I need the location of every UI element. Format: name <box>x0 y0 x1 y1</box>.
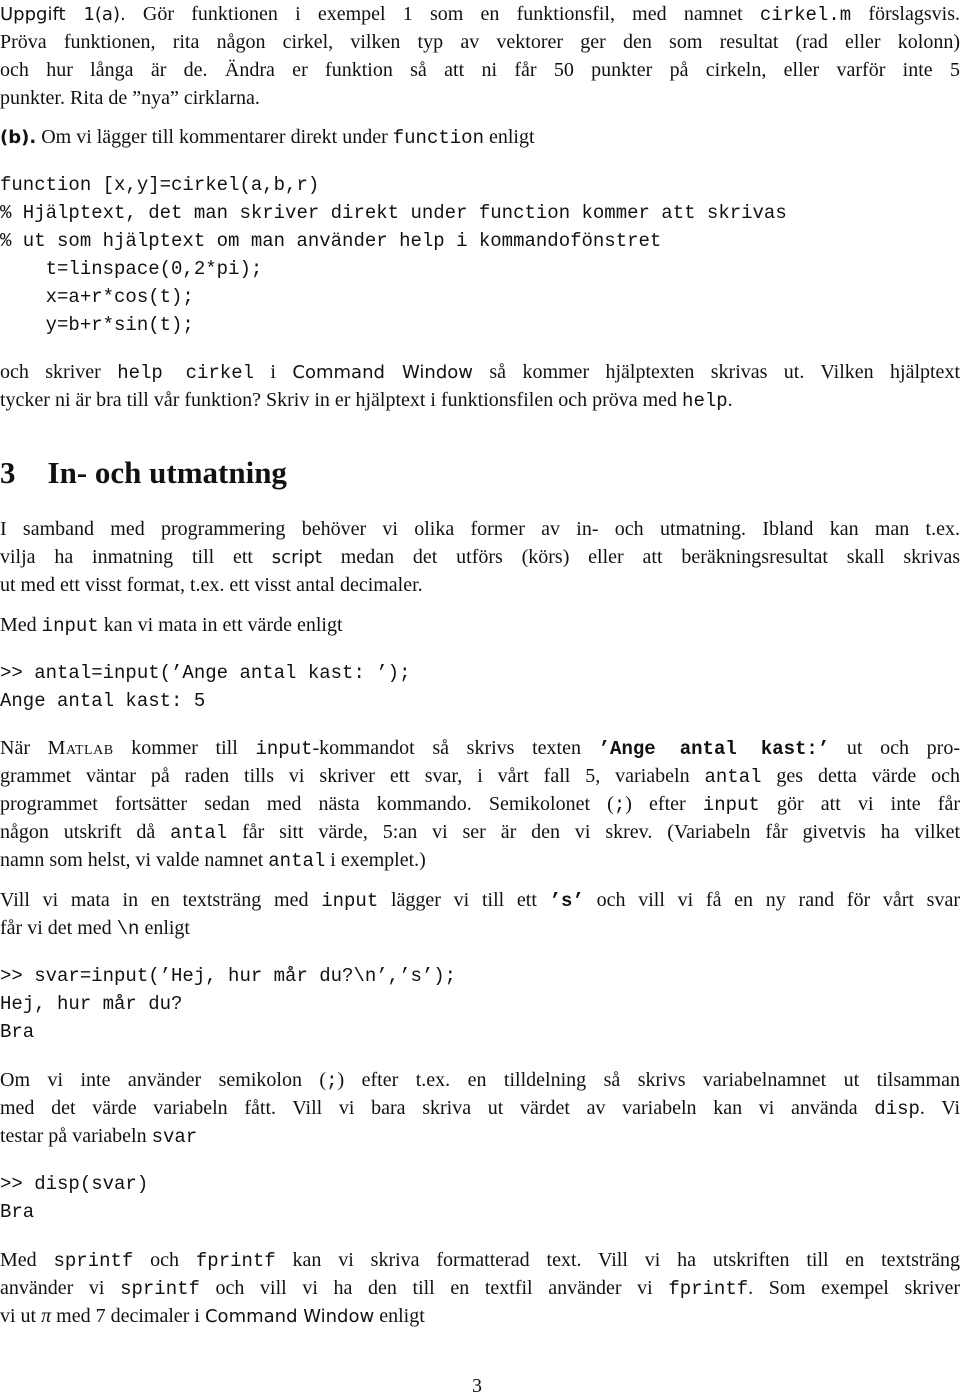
text: vilja ha inmatning till ett <box>0 546 272 568</box>
code-line: >> antal=input(’Ange antal kast: ’); <box>0 662 411 684</box>
code-line: Bra <box>0 1021 35 1043</box>
code-line: function [x,y]=cirkel(a,b,r) <box>0 174 320 196</box>
section-number: 3 <box>0 455 16 490</box>
code-inline: help <box>682 390 728 412</box>
text: tycker ni är bra till vår funktion? Skriv in er hjälptext i funktionsfilen och pröva med <box>0 389 683 411</box>
section-title: In- och utmatning <box>47 455 287 490</box>
text: grammet väntar på raden tills vi skriver ett svar, i vårt fall 5, variabeln <box>0 765 705 787</box>
text: får vi det med <box>0 917 117 939</box>
code-inline: input <box>255 738 313 760</box>
code-inline: cirkel.m <box>759 4 852 26</box>
text: ut och pro- <box>829 737 960 759</box>
nar-line-2 <box>0 762 960 791</box>
text: med 7 decimaler i <box>51 1305 205 1327</box>
command-window-term: Command Window <box>204 1306 375 1327</box>
uppgift-line-4: punkter. Rita de ”nya” cirklarna. <box>0 87 260 109</box>
code-inline: antal <box>704 766 762 788</box>
sprintf-line-3 <box>0 1302 425 1331</box>
code-inline: antal <box>170 822 228 844</box>
text: kommer till <box>113 737 256 759</box>
semikolon-line-3 <box>0 1122 197 1151</box>
text: kan vi skriva formatterad text. Vill vi ha utskriften till en textsträng <box>275 1249 960 1271</box>
text: vi ut <box>0 1305 42 1327</box>
sprintf-line-2 <box>0 1274 960 1303</box>
matlab-name: Matlab <box>47 737 114 759</box>
semikolon-line-2 <box>0 1094 960 1123</box>
text: Med <box>0 1249 54 1271</box>
text: enligt <box>483 126 535 148</box>
code-inline: input <box>702 794 760 816</box>
text: ges detta värde och <box>761 765 960 787</box>
text: ) efter t.ex. en tilldelning så skrivs variabelnamnet ut tilsamman <box>337 1069 960 1091</box>
code-line: >> disp(svar) <box>0 1173 149 1195</box>
page-number: 3 <box>472 1375 482 1397</box>
nar-line-1 <box>0 734 960 763</box>
b-line-1 <box>0 123 535 152</box>
uppgift-label: Uppgift 1(a). <box>0 4 126 25</box>
text: och vill vi ha den till en textfil använder vi <box>199 1277 669 1299</box>
script-term: script <box>271 547 322 568</box>
nar-line-5 <box>0 846 426 875</box>
text: -kommandot så skrivs texten <box>312 737 599 759</box>
text: medan det utförs (körs) eller att beräkningsresultat skall skrivas <box>321 546 960 568</box>
code-inline: fprintf <box>195 1250 276 1272</box>
text: enligt <box>374 1305 425 1327</box>
text: så kommer hjälptexten skrivas ut. Vilken hjälptext <box>473 361 960 383</box>
text: använder vi <box>0 1277 121 1299</box>
intro-line-3: ut med ett visst format, t.ex. ett visst antal decimaler. <box>0 574 423 596</box>
text: . Som exempel skriver <box>748 1277 960 1299</box>
text: gör att vi inte får <box>759 793 960 815</box>
uppgift-line-1 <box>0 0 960 29</box>
code-inline: function <box>392 127 484 149</box>
code-inline: antal <box>268 850 326 872</box>
code-inline: sprintf <box>120 1278 200 1300</box>
uppgift-line-3: och hur långa är de. Ändra er funktion så att ni får 50 punkter på cirkeln, eller varför inte 5 <box>0 59 960 81</box>
text: och skriver <box>0 361 118 383</box>
intro-line-1: I samband med programmering behöver vi olika former av in- och utmatning. Ibland kan man t.ex. <box>0 518 960 540</box>
text: i <box>254 361 293 383</box>
text: . <box>727 389 733 411</box>
code-inline: sprintf <box>53 1250 134 1272</box>
code-line: t=linspace(0,2*pi); <box>0 258 263 280</box>
code-line: x=a+r*cos(t); <box>0 286 194 308</box>
b-para-line-2 <box>0 386 733 415</box>
text: programmet fortsätter sedan med nästa kommando. Semikolonet ( <box>0 793 614 815</box>
text: Vill vi mata in en textsträng med <box>0 889 322 911</box>
code-inline: \n <box>116 918 140 940</box>
code-inline: input <box>41 615 99 637</box>
intro-line-2 <box>0 543 960 572</box>
code-inline: ; <box>613 794 626 816</box>
code-line: Bra <box>0 1201 35 1223</box>
code-inline: ; <box>326 1070 338 1092</box>
text: testar på variabeln <box>0 1125 152 1147</box>
text: kan vi mata in ett värde enligt <box>98 614 343 636</box>
code-line: % Hjälptext, det man skriver direkt under function kommer att skrivas <box>0 202 787 224</box>
text: och <box>133 1249 196 1271</box>
text: med det värde variabeln fått. Vill vi bara skriva ut värdet av variabeln kan vi använda <box>0 1097 875 1119</box>
semikolon-line-1 <box>0 1066 960 1095</box>
text: Gör funktionen i exempel 1 som en funktionsfil, med namnet <box>125 3 760 25</box>
code-inline: help cirkel <box>117 362 255 384</box>
text: Om vi lägger till kommentarer direkt under <box>36 126 393 148</box>
nar-line-4 <box>0 818 960 847</box>
text: någon utskrift då <box>0 821 171 843</box>
text: namn som helst, vi valde namnet <box>0 849 269 871</box>
text: enligt <box>139 917 190 939</box>
input-intro <box>0 611 343 640</box>
text: får sitt värde, 5:an vi ser är den vi skrev. (Variabeln får givetvis ha vilket <box>227 821 960 843</box>
code-inline: svar <box>151 1126 198 1148</box>
section-heading <box>0 455 287 491</box>
vill-line-2 <box>0 914 190 943</box>
text: Om vi inte använder semikolon ( <box>0 1069 327 1091</box>
code-inline: input <box>321 890 379 912</box>
code-inline: ’s’ <box>549 890 584 912</box>
b-para-line-1 <box>0 358 960 387</box>
text: förslagsvis. <box>851 3 960 25</box>
text: När <box>0 737 48 759</box>
vill-line-1 <box>0 886 960 915</box>
code-line: % ut som hjälptext om man använder help i kommandofönstret <box>0 230 662 252</box>
uppgift-line-2: Pröva funktionen, rita någon cirkel, vilken typ av vektorer ger den som resultat (rad eller kolonn) <box>0 31 960 53</box>
nar-line-3 <box>0 790 960 819</box>
code-line: Ange antal kast: 5 <box>0 690 206 712</box>
text: . Vi <box>919 1097 960 1119</box>
code-inline: fprintf <box>668 1278 749 1300</box>
text: lägger vi till ett <box>378 889 550 911</box>
text: i exemplet.) <box>325 849 426 871</box>
text: och vill vi få en ny rand för vårt svar <box>583 889 960 911</box>
command-window-term: Command Window <box>292 362 473 383</box>
code-line: >> svar=input(’Hej, hur mår du?\n’,’s’); <box>0 965 457 987</box>
text: Med <box>0 614 42 636</box>
code-line: y=b+r*sin(t); <box>0 314 194 336</box>
pi-symbol: π <box>41 1305 52 1327</box>
code-inline: ’Ange antal kast:’ <box>598 738 830 760</box>
code-line: Hej, hur mår du? <box>0 993 183 1015</box>
b-label: (b). <box>0 127 37 148</box>
text: ) efter <box>625 793 703 815</box>
sprintf-line-1 <box>0 1246 960 1275</box>
code-inline: disp <box>874 1098 920 1120</box>
